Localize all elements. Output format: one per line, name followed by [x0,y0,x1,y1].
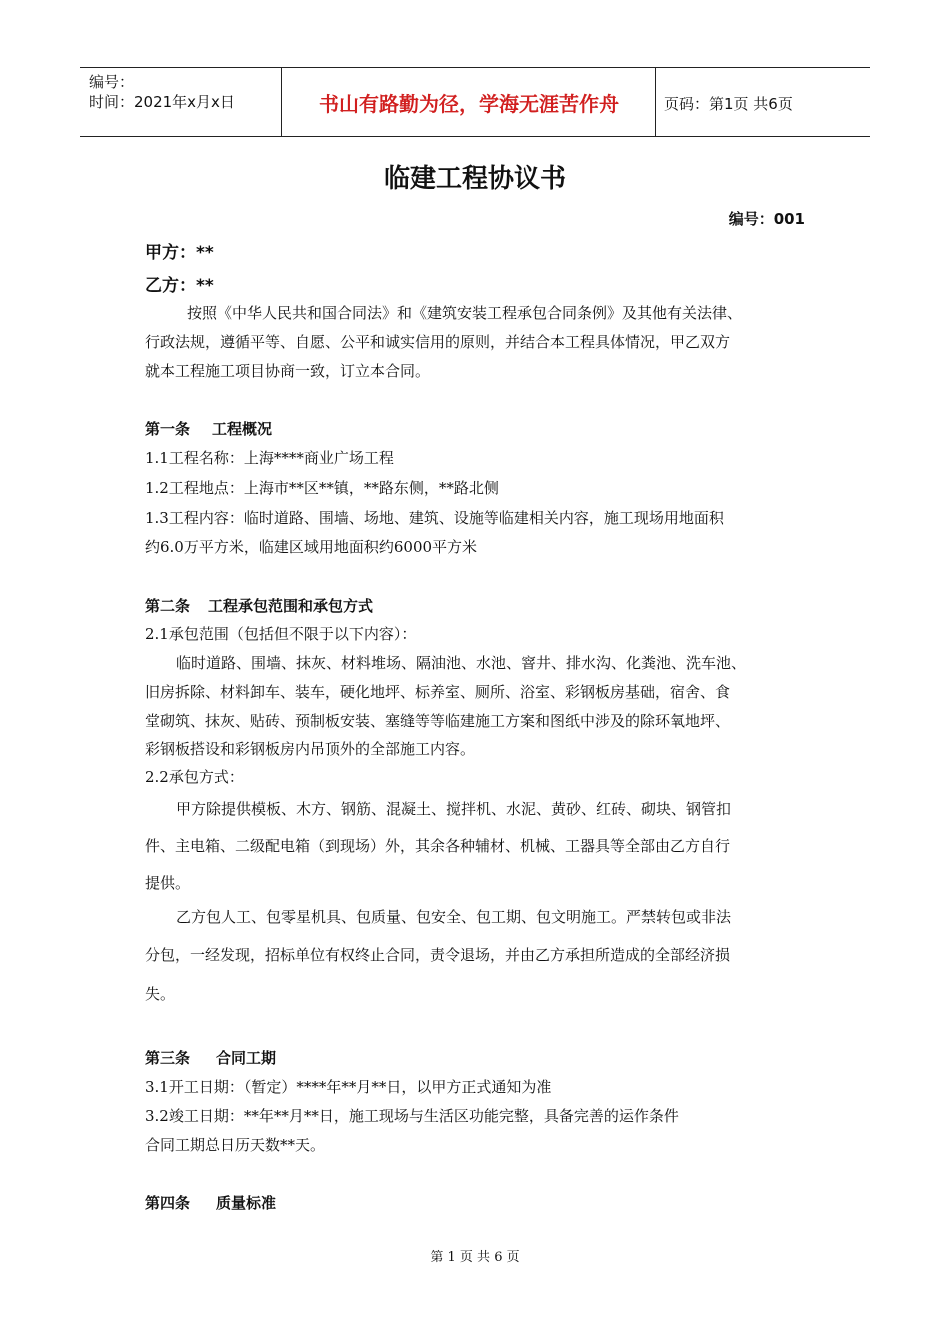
section-line: 3.2竣工日期：**年**月**日，施工现场与生活区功能完整，具备完善的运作条件 [145,1107,679,1125]
section-line: 合同工期总日历天数**天。 [145,1136,326,1154]
section-heading-3 [145,1047,276,1068]
mode-line: 件、主电箱、二级配电箱（到现场）外，其余各种辅材、机械、工器具等全部由乙方自行 [145,837,731,855]
labor-line: 分包，一经发现，招标单位有权终止合同，责令退场，并由乙方承担所造成的全部经济损 [145,946,731,964]
preamble-line: 行政法规，遵循平等、自愿、公平和诚实信用的原则，并结合本工程具体情况，甲乙双方 [145,333,731,351]
document-number: 编号：001 [728,210,805,228]
section-line: 1.1工程名称：上海****商业广场工程 [145,449,394,467]
page-header [80,67,870,137]
header-meta [89,72,235,112]
section-heading-2 [145,595,373,616]
section-line: 约6.0万平方米，临建区域用地面积约6000平方米 [145,538,478,556]
section-number: 第四条 [145,1194,191,1212]
section-title: 工程承包范围和承包方式 [208,597,374,615]
mode-line: 甲方除提供模板、木方、钢筋、混凝土、搅拌机、水泥、黄砂、红砖、砌块、钢管扣 [176,800,732,818]
section-heading-1 [145,418,272,439]
header-page-label: 页码：第1页 共6页 [664,95,793,113]
section-line: 1.3工程内容：临时道路、围墙、场地、建筑、设施等临建相关内容，施工现场用地面积 [145,509,724,527]
section-line: 3.1开工日期：（暂定）****年**月**日，以甲方正式通知为准 [145,1078,552,1096]
document-title: 临建工程协议书 [383,164,566,194]
header-time-label: 时间：2021年x月x日 [89,93,235,111]
scope-line: 堂砌筑、抹灰、贴砖、预制板安装、塞缝等等临建施工方案和图纸中涉及的除环氧地坪、 [145,712,731,730]
section-number: 第二条 [145,597,191,615]
labor-line: 乙方包人工、包零星机具、包质量、包安全、包工期、包文明施工。严禁转包或非法 [176,908,732,926]
party-b: 乙方：** [145,276,214,296]
page-footer: 第 1 页 共 6 页 [430,1250,520,1265]
section-number: 第一条 [145,420,191,438]
header-number-label: 编号： [89,73,135,91]
preamble-line: 按照《中华人民共和国合同法》和《建筑安装工程承包合同条例》及其他有关法律、 [187,304,743,322]
scope-line: 旧房拆除、材料卸车、装车，硬化地坪、标养室、厕所、浴室、彩钢板房基础，宿舍、食 [145,683,731,701]
section-title: 合同工期 [216,1049,277,1067]
scope-line: 彩钢板搭设和彩钢板房内吊顶外的全部施工内容。 [145,740,476,758]
mode-line: 提供。 [145,874,191,892]
section-heading-4 [145,1192,276,1213]
mode-label: 2.2承包方式： [145,768,244,786]
scope-label: 2.1承包范围（包括但不限于以下内容）： [145,625,417,643]
section-title: 工程概况 [212,420,273,438]
section-line: 1.2工程地点：上海市**区**镇，**路东侧，**路北侧 [145,479,499,497]
section-number: 第三条 [145,1049,191,1067]
labor-line: 失。 [145,985,176,1003]
party-a: 甲方：** [145,243,214,263]
scope-line: 临时道路、围墙、抹灰、材料堆场、隔油池、水池、窨井、排水沟、化粪池、洗车池、 [176,654,747,672]
preamble-line: 就本工程施工项目协商一致，订立本合同。 [145,362,431,380]
header-motto: 书山有路勤为径，学海无涯苦作舟 [319,91,619,116]
section-title: 质量标准 [216,1194,277,1212]
